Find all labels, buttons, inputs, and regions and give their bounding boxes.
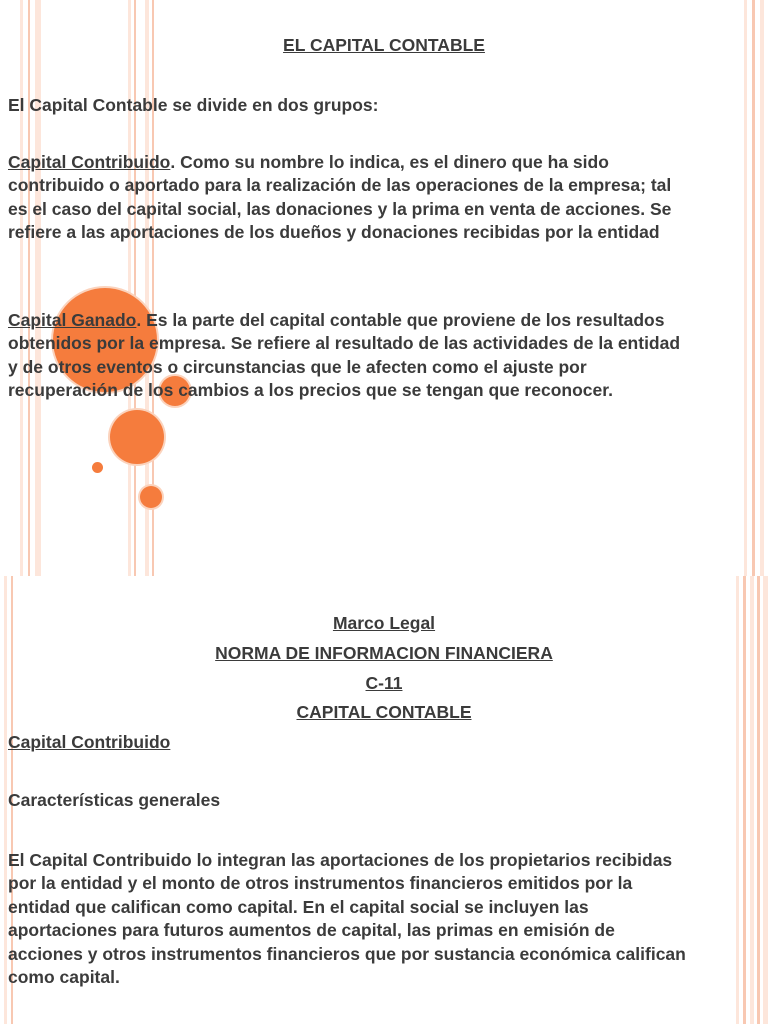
decorative-stripe <box>128 0 131 576</box>
contribuido-line3: es el caso del capital social, las donaciones y la prima en venta de acciones. Se <box>8 198 672 219</box>
ganado-line4: recuperación de los cambios a los precios que se tengan que reconocer. <box>8 380 613 401</box>
decorative-stripe <box>35 0 41 576</box>
decorative-stripe <box>28 0 30 576</box>
decorative-circle-dot <box>92 462 103 473</box>
decorative-stripe <box>20 0 23 576</box>
heading-code: C-11 <box>365 673 403 693</box>
decorative-stripe <box>760 0 764 576</box>
ganado-line2: obtenidos por la empresa. Se refiere al resultado de las actividades de la entidad <box>8 333 681 354</box>
section-title <box>8 731 760 754</box>
decorative-stripe <box>134 0 136 576</box>
contribuido-term: Capital Contribuido <box>8 152 171 172</box>
heading-marco-legal: Marco Legal <box>332 613 436 633</box>
subsection-title: Características generales <box>8 790 221 810</box>
decorative-circle-small <box>140 486 162 508</box>
body-line: acciones y otros instrumentos financieros que por sustancia económica califican <box>8 943 686 964</box>
slide-marco-legal <box>0 576 768 1024</box>
body-line: El Capital Contribuido lo integran las aportaciones de los propietarios recibidas <box>8 850 673 870</box>
contribuido-line2: contribuido o aportado para la realización de las operaciones de la empresa; tal <box>8 175 672 196</box>
ganado-line1: . Es la parte del capital contable que proviene de los resultados <box>136 310 665 330</box>
ganado-paragraph <box>8 309 760 403</box>
ganado-term: Capital Ganado <box>8 310 137 330</box>
intro-text: El Capital Contable se divide en dos grupos: <box>8 95 379 115</box>
body-line: entidad que califican como capital. En el capital social se incluyen las <box>8 896 589 917</box>
decorative-circle-medium <box>110 410 164 464</box>
body-paragraph <box>8 849 760 989</box>
heading-norma: NORMA DE INFORMACION FINANCIERA <box>215 643 553 663</box>
body-line: aportaciones para futuros aumentos de capital, las primas en emisión de <box>8 920 615 941</box>
contribuido-paragraph <box>8 151 760 245</box>
section-title-text: Capital Contribuido <box>8 732 171 752</box>
contribuido-line1: . Como su nombre lo indica, es el dinero que ha sido <box>170 152 609 172</box>
slide-title: EL CAPITAL CONTABLE <box>283 35 485 55</box>
body-line: como capital. <box>8 967 120 988</box>
decorative-stripe <box>744 0 747 576</box>
ganado-line3: y de otros eventos o circunstancias que le afecten como el ajuste por <box>8 356 587 377</box>
heading-capital-contable: CAPITAL CONTABLE <box>296 702 472 722</box>
body-line: por la entidad y el monto de otros instrumentos financieros emitidos por la <box>8 873 633 894</box>
contribuido-line4: refiere a las aportaciones de los dueños y donaciones recibidas por la entidad <box>8 222 660 243</box>
decorative-stripe <box>752 0 755 576</box>
